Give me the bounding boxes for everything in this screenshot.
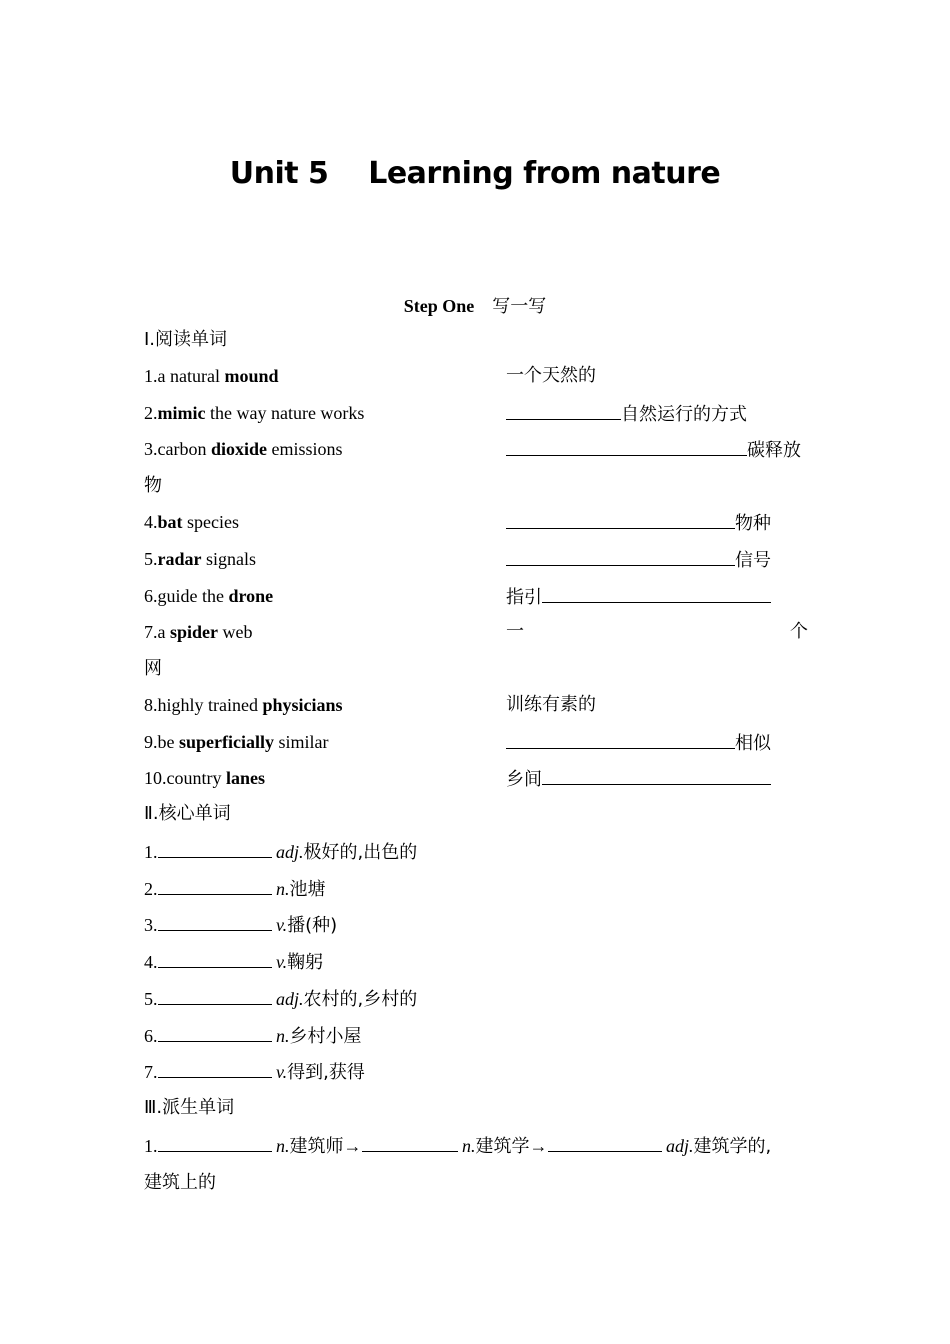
reading-item-4-translation: 物种	[506, 510, 771, 534]
reading-item-6-translation: 指引	[506, 584, 771, 608]
answer-blank[interactable]	[548, 1133, 662, 1152]
answer-blank[interactable]	[506, 510, 735, 529]
section-heading-derived: Ⅲ.派生单词	[144, 1097, 235, 1118]
derived-item-1: 1. n.建筑师→ n.建筑学→ adj.建筑学的,	[144, 1133, 771, 1157]
reading-item-10-translation: 乡间	[506, 766, 771, 790]
answer-blank[interactable]	[362, 1133, 458, 1152]
reading-item-3-translation-wrap: 物	[144, 475, 162, 496]
reading-item-8: 8.highly trained physicians	[144, 695, 343, 715]
answer-blank[interactable]	[506, 437, 747, 456]
reading-item-1-translation: 一个天然的	[506, 365, 596, 386]
reading-item-9: 9.be superficially similar	[144, 732, 329, 752]
reading-item-5-translation: 信号	[506, 547, 771, 571]
answer-blank[interactable]	[158, 1133, 272, 1152]
step-label-cn: 写一写	[492, 296, 547, 317]
reading-item-3-translation: 碳释放	[506, 437, 801, 461]
reading-item-7-translation: 一 个	[506, 621, 808, 642]
answer-blank[interactable]	[158, 912, 272, 931]
arrow-icon: →	[529, 1136, 548, 1156]
reading-item-4: 4.bat species	[144, 512, 239, 532]
core-item-1: 1. adj.极好的,出色的	[144, 839, 417, 863]
reading-item-6: 6.guide the drone	[144, 586, 274, 606]
section-heading-core: Ⅱ.核心单词	[144, 803, 231, 824]
core-item-3: 3. v.播(种)	[144, 912, 337, 936]
derived-item-1-wrap: 建筑上的	[144, 1172, 216, 1193]
step-heading	[0, 292, 950, 318]
answer-blank[interactable]	[542, 766, 771, 785]
answer-blank[interactable]	[158, 986, 272, 1005]
answer-blank[interactable]	[542, 584, 771, 603]
reading-item-5: 5.radar signals	[144, 549, 257, 569]
reading-item-10: 10.country lanes	[144, 768, 265, 788]
reading-item-1: 1.a natural mound	[144, 366, 279, 386]
reading-item-8-translation: 训练有素的	[506, 694, 596, 715]
answer-blank[interactable]	[158, 1023, 272, 1042]
core-item-5: 5. adj.农村的,乡村的	[144, 986, 417, 1010]
page-title: Unit 5 Learning from nature	[229, 156, 721, 191]
reading-item-2: 2.mimic the way nature works	[144, 403, 365, 423]
core-item-4: 4. v.鞠躬	[144, 949, 323, 973]
answer-blank[interactable]	[158, 1059, 272, 1078]
answer-blank[interactable]	[506, 401, 621, 420]
step-label: Step One	[403, 296, 475, 316]
answer-blank[interactable]	[158, 839, 272, 858]
reading-item-7: 7.a spider web	[144, 622, 253, 642]
answer-blank[interactable]	[158, 876, 272, 895]
reading-item-3: 3.carbon dioxide emissions	[144, 439, 343, 459]
answer-blank[interactable]	[158, 949, 272, 968]
reading-item-2-translation: 自然运行的方式	[506, 401, 747, 425]
answer-blank[interactable]	[506, 547, 735, 566]
answer-blank[interactable]	[506, 730, 735, 749]
core-item-6: 6. n.乡村小屋	[144, 1023, 362, 1047]
section-heading-reading: Ⅰ.阅读单词	[144, 329, 228, 350]
core-item-2: 2. n.池塘	[144, 876, 326, 900]
arrow-icon: →	[343, 1136, 362, 1156]
core-item-7: 7. v.得到,获得	[144, 1059, 365, 1083]
reading-item-9-translation: 相似	[506, 730, 771, 754]
reading-item-7-translation-wrap: 网	[144, 658, 162, 679]
